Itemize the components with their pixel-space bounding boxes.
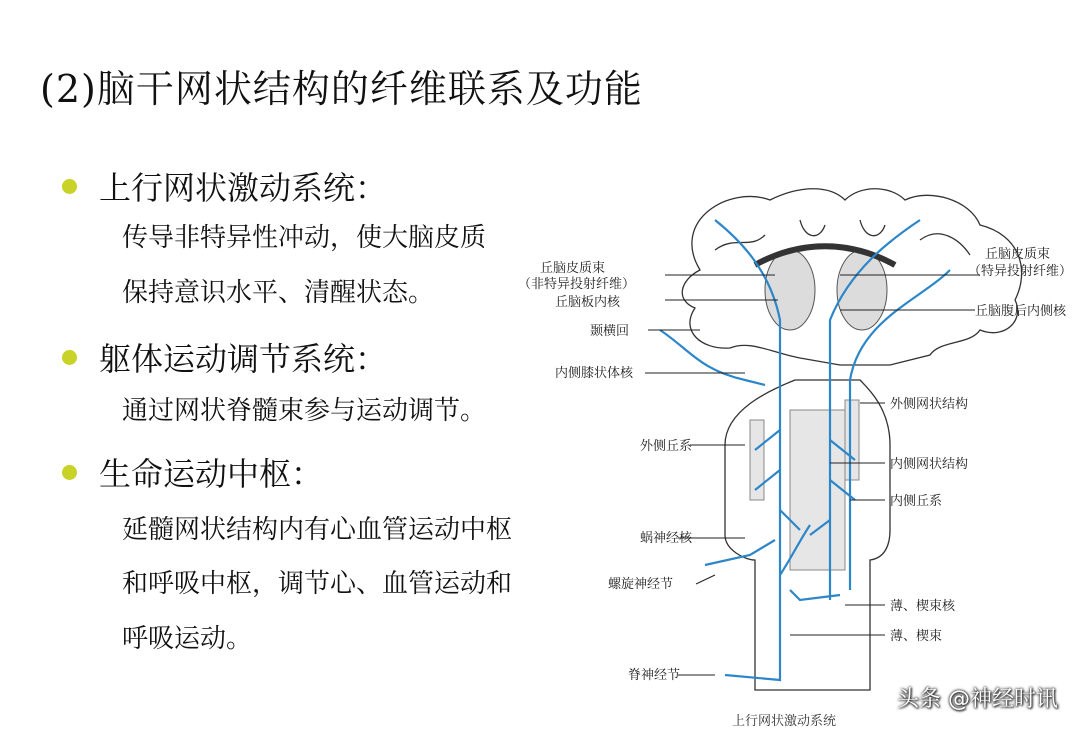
body-text-line: 和呼吸中枢，调节心、血管运动和 — [122, 569, 513, 599]
section-heading-text: 上行网状激动系统： — [99, 169, 388, 207]
bullet-dot — [62, 350, 77, 365]
label-intralaminar-nucleus: 丘脑板内核 — [555, 295, 621, 310]
section-heading-motor — [62, 334, 387, 380]
label-nonspecific-fibers: （非特异投射纤维） — [518, 277, 636, 292]
label-cochlear-nucleus: 蜗神经核 — [640, 531, 693, 546]
bullet-dot — [62, 179, 77, 194]
pathway-auditory — [660, 330, 765, 385]
pathway-spinal — [725, 525, 810, 680]
brainstem-diagram — [500, 180, 1080, 733]
bullet-dot — [62, 465, 77, 480]
label-medial-geniculate-nucleus: 内侧膝状体核 — [555, 366, 634, 381]
label-specific-fibers: （特异投射纤维） — [968, 264, 1073, 279]
label-medial-lemniscus: 内侧丘系 — [890, 494, 943, 509]
watermark: 头条 @神经时讯 — [897, 687, 1058, 712]
label-medial-reticular-formation: 内侧网状结构 — [890, 457, 969, 472]
label-ventral-posteromedial-nucleus: 丘脑腹后内侧核 — [975, 304, 1067, 319]
body-text-line: 传导非特异性冲动，使大脑皮质 — [122, 223, 487, 253]
label-transverse-temporal-gyrus: 颞横回 — [590, 324, 630, 339]
label-gracile-cuneate-fasciculi: 薄、楔束 — [890, 629, 943, 644]
section-heading-text: 躯体运动调节系统： — [99, 340, 388, 378]
label-spinal-ganglion: 脊神经节 — [628, 668, 681, 683]
section-heading-text: 生命运动中枢： — [99, 455, 324, 493]
page-title: (2)脑干网状结构的纤维联系及功能 — [40, 67, 643, 111]
label-lateral-reticular-formation: 外侧网状结构 — [890, 397, 969, 412]
body-text-line: 呼吸运动。 — [122, 624, 253, 654]
pathway-cochlear — [705, 540, 775, 565]
section-heading-vital — [62, 449, 323, 495]
pathway-gracile — [790, 590, 840, 600]
body-text-line: 保持意识水平、清醒状态。 — [122, 278, 435, 308]
section-heading-ascending — [62, 163, 387, 209]
label-gracile-cuneate-nuclei: 薄、楔束核 — [890, 599, 956, 614]
body-text-line: 延髓网状结构内有心血管运动中枢 — [122, 515, 513, 545]
label-lateral-lemniscus: 外侧丘系 — [640, 439, 693, 454]
label-spiral-ganglion: 螺旋神经节 — [608, 577, 674, 592]
lateral-reticular-right — [845, 400, 859, 480]
label-thalamocortical-nonspecific: 丘脑皮质束 — [540, 261, 606, 276]
label-thalamocortical-specific: 丘脑皮质束 — [985, 247, 1051, 262]
diagram-caption: 上行网状激动系统 — [732, 714, 837, 729]
body-text-line: 通过网状脊髓束参与运动调节。 — [122, 396, 487, 426]
ventricle-left — [765, 250, 815, 330]
